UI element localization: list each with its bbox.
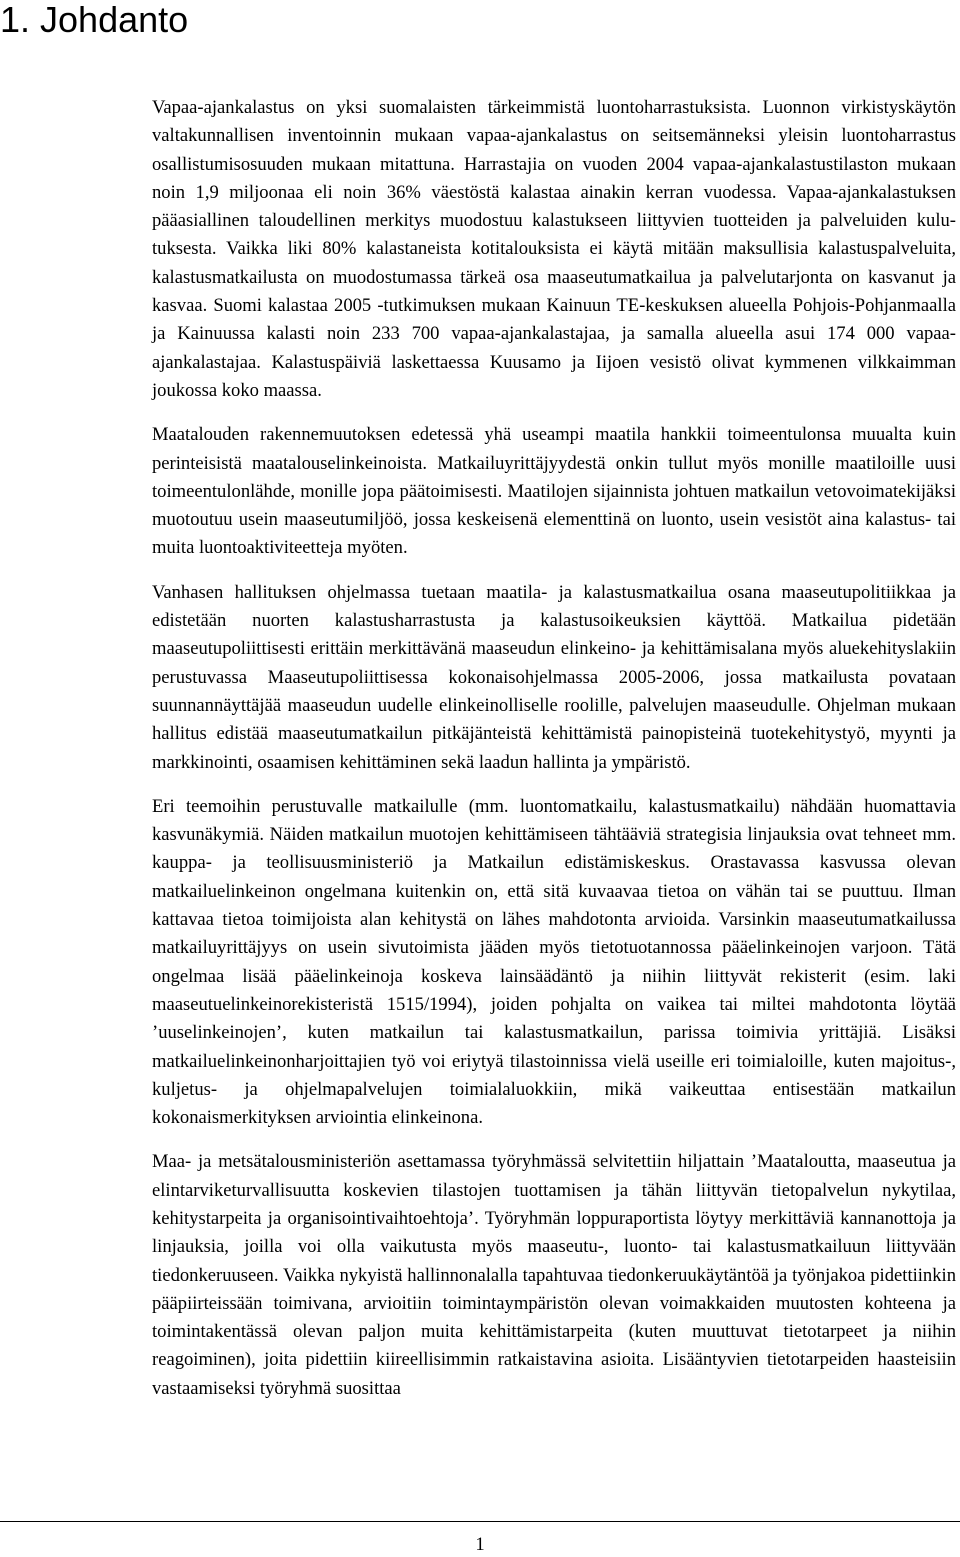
page-number: 1 xyxy=(475,1534,485,1555)
paragraph-4: Eri teemoihin perustuvalle matkailulle (mm. luontomatkailu, kalastusmatkailu) nähdään huomattavia kasvunäkymiä. Näiden matkailun muotojen kehittämiseen tähtääviä strategisia linjauksia ovat tehneet mm. kauppa- ja teollisuusministeriö ja Matkailun edistämiskeskus. Orastavassa kasvussa olevan matkailuelinkeinon ongelmana kuitenkin on, että sitä kuvaavaa tietoa on vähän tai se puuttuu. Ilman kattavaa tietoa toimijoista alan kehitystä on lähes mahdotonta arvioida. Varsinkin maaseutumatkailussa matkailuyrittäjyys on usein sivutoimista jääden myös tietotuotannossa pääelinkeinojen varjoon. Tätä ongelmaa lisää pääelinkeinoja koskeva lainsäädäntö ja niihin liittyvät rekisterit (esim. laki maaseutuelinkeinorekisteristä 1515/1994), joiden pohjalta on vaikea tai miltei mahdotonta löytää ’uuselinkeinojen’, kuten matkailun tai kalastusmatkailun, parissa toimivia yrittäjiä. Lisäksi matkailuelinkeinonharjoittajien työ voi eriytyä tilastoinnissa vielä useille eri toimialoille, kuten majoitus-, kuljetus- ja ohjelmapalvelujen toimialaluokkiin, mikä vaikeuttaa entisestään matkailun kokonaismerkityksen arviointia elinkeinona. xyxy=(152,795,956,1129)
footer-divider xyxy=(0,1521,960,1522)
paragraph-1: Vapaa-ajankalastus on yksi suomalaisten tärkeimmistä luontoharrastuksista. Luonnon virkistyskäytön valtakunnallisen inventoinnin mukaan vapaa-ajankalastus on seitsemänneksi yleisin luontoharrastus osallistumisosuuden mukaan mitattuna. Harrastajia on vuoden 2004 vapaa-ajankalastustilaston mukaan noin 1,9 miljoonaa eli noin 36% väestöstä kalastaa ainakin kerran vuodessa. Vapaa-ajankalastuksen pääasiallinen taloudellinen merkitys muodostuu kalastukseen liittyvien tuotteiden ja palveluiden kulutuksesta. Vaikka liki 80% kalastaneista kotitalouksista ei käytä mitään maksullisia kalastuspalveluita, kalastusmatkailusta on muodostumassa tärkeä osa maaseutumatkailua ja palvelutarjonta on kasvanut ja kasvaa. Suomi kalastaa 2005 -tutkimuksen mukaan Kainuun TE-keskuksen alueella Pohjois-Pohjanmaalla ja Kainuussa kalasti noin 233 700 vapaa-ajankalastajaa, ja samalla alueella asui 174 000 vapaa-ajankalastajaa. Kalastuspäiviä laskettaessa Kuusamo ja Iijoen vesistö olivat kymmenen vilkkaimman joukossa koko maassa. xyxy=(152,97,956,401)
paragraph-2: Maatalouden rakennemuutoksen edetessä yhä useampi maatila hankkii toimeentulonsa muualta kuin perinteisistä maatalouselinkeinoista. Matkailuyrittäjyydestä onkin tullut myös monille maatiloille uusi toimeentulonlähde, monille jopa päätoimisesti. Maatilojen sijainnista johtuen matkailun vetovoimatekijäksi muotoutuu usein maaseutumiljöö, jossa keskeisenä elementtinä on luonto, usein vesistöt aina kalastus- tai muita luontoaktiviteetteja myöten. xyxy=(152,424,956,559)
section-heading: 1. Johdanto xyxy=(0,0,189,40)
paragraph-5: Maa- ja metsätalousministeriön asettamassa työryhmässä selvitettiin hiljattain ’Maataloutta, maaseutua ja elintarviketurvallisuutta koskevien tilastojen tuottamisen ja tähän liittyvän tietopalvelun nykytilaa, kehitystarpeita ja organisointivaihtoehtoja’. Työryhmän loppuraportista löytyy merkittäviä kannanottoja ja linjauksia, joilla voi olla vaikutusta myös maaseutu-, luonto- tai kalastusmatkailuun liittyvään tiedonkeruuseen. Vaikka nykyistä hallinnonalalla tapahtuvaa tiedonkeruukäytäntöä ja työnjakoa pidettiinkin pääpiirteissään toimivana, arvioitiin toimintaympäristön olevan voimakkaiden muutosten kohteena ja toimintakentässä olevan paljon muita kehittämistarpeita (kuten muuttuvat tietotarpeet ja niihin reagoiminen), joita pidettiin kiireellisimmin ratkaistavina asioita. Lisääntyvien tietotarpeiden haasteisiin vastaamiseksi työryhmä suosittaa xyxy=(152,1151,956,1399)
paragraph-3: Vanhasen hallituksen ohjelmassa tuetaan maatila- ja kalastusmatkailua osana maaseutupolitiikkaa ja edistetään nuorten kalastusharrastusta ja kalastusoikeuksien käyttöä. Matkailua pidetään maaseutupoliittisesti erittäin merkittävänä maaseudun elinkeino- ja kehittämisalana myös aluekehityslakiin perustuvassa Maaseutupoliittisessa kokonaisohjelmassa 2005-2006, jossa matkailusta povataan suunnannäyttäjää maaseudun uudelle elinkeinolliselle roolille, palvelujen maaseudulle. Ohjelman mukaan hallitus edistää maaseutumatkailun pitkäjänteistä kehittämistä painopisteinä tuotekehitystyö, myynti ja markkinointi, osaamisen kehittäminen sekä laadun hallinta ja ympäristö. xyxy=(152,581,956,773)
document-body xyxy=(152,94,956,1419)
